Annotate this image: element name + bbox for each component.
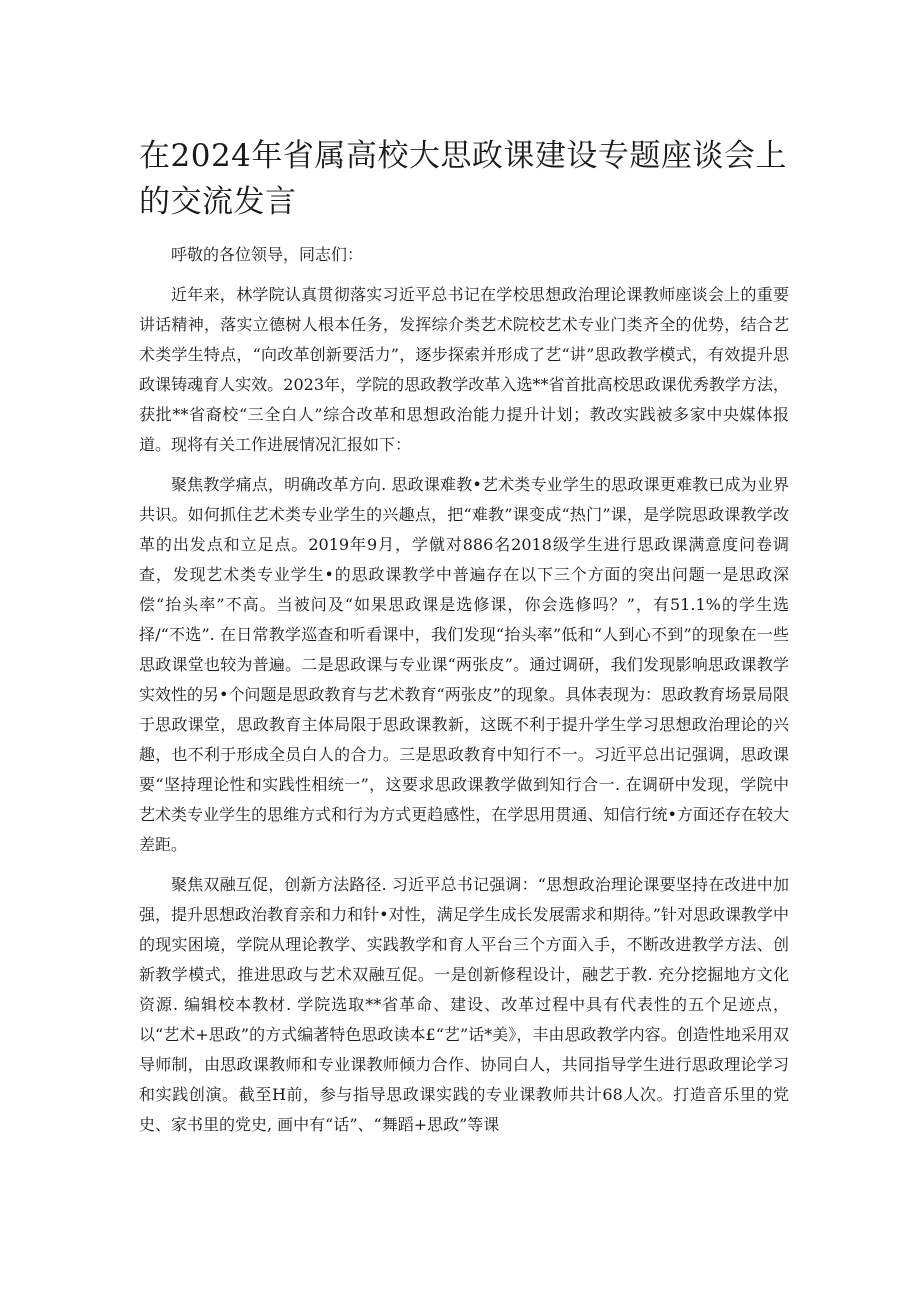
salutation: 呼敬的各位领导，同志们： — [171, 245, 364, 264]
document-body — [139, 240, 789, 1150]
document-title: 在2024年省属高校大思政课建设专题座谈会上的交流发言 — [139, 138, 787, 220]
paragraph-intro: 近年来，林学院认真贯彻落实习近平总书记在学校思想政治理论课教师座谈会上的重要讲话精神，落实立德树人根本任务，发挥综介类艺术院校艺术专业门类齐全的优势，结合艺术类学生特点，“向改革创新要活力”，逐步探索并形成了艺“讲”思政教学模式，有效提升思政课铸魂育人实效。2023年，学院的思政教学改革入选**省首批高校思政课优秀教学方法，获批**省裔校“三全白人”综合改革和思想政治能力提升计划；教改实践被多家中央媒体报道。现将有关工作进展情况汇报如下： — [139, 285, 789, 454]
paragraph-dual-integration: 聚焦双融互促，创新方法路径. 习近平总书记强调：“思想政治理论课要坚持在改进中加强，提升思想政治教育亲和力和针•对性，满足学生成长发展需求和期待。”针对思政课教学中的现实困境，学院从理论教学、实践教学和育人平台三个方面入手，不断改进教学方法、创新教学模式，推进思政与艺术双融互促。一是创新修程设计，融艺于教. 充分挖掘地方文化资源. 编辑校本教材. 学院选取**省革命、建设、改革过程中具有代表性的五个足迹点，以“艺术+思政”的方式编著特色思政读本£“艺”话*美》，丰由思政教学内容。创造性地采用双导师制，由思政课教师和专业课教师倾力合作、协同白人，共同指导学生进行思政理论学习和实践创演。截至H前，参与指导思政课实践的专业课教师共计68人次。打造音乐里的党史、家书里的党史, 画中有“话”、“舞蹈+思政”等课 — [139, 875, 789, 1134]
paragraph-teaching-pain-points: 聚焦教学痛点，明确改革方向. 思政课难教•艺术类专业学生的思政课更难教已成为业界共识。如何抓住艺术类专业学生的兴趣点，把“难教”课变成“热门”课，是学院思政课教学改革的出发点和立足点。2019年9月，学僦对886名2018级学生进行思政课满意度问卷调查，发现艺术类专业学生•的思政课教学中普遍存在以下三个方面的突出问题一是思政深偿“抬头率”不高。当被问及“如果思政课是选修课，你会选修吗？”，有51.1%的学生选择/“不选”. 在日常教学巡查和听看课中，我们发现“抬头率”低和“人到心不到”的现象在一些思政课堂也较为普遍。二是思政课与专业课“两张皮”。通过调研，我们发现影响思政课教学实效性的另•个问题是思政教育与艺术教育“两张皮”的现象。具体表现为：思政教育场景局限于思政课堂，思政教育主体局限于思政课教新，这既不利于提升学生学习思想政治理论的兴趣，也不利于形成全员白人的合力。三是思政教育中知行不一。习近平总出记强调，思政课要“坚持理论性和实践性相统一”，这要求思政课教学做到知行合一. 在调研中发现，学院中艺术类专业学生的思维方式和行为方式更趋感性，在学思用贯通、知信行统•方面还存在较大差距。 — [139, 475, 789, 854]
